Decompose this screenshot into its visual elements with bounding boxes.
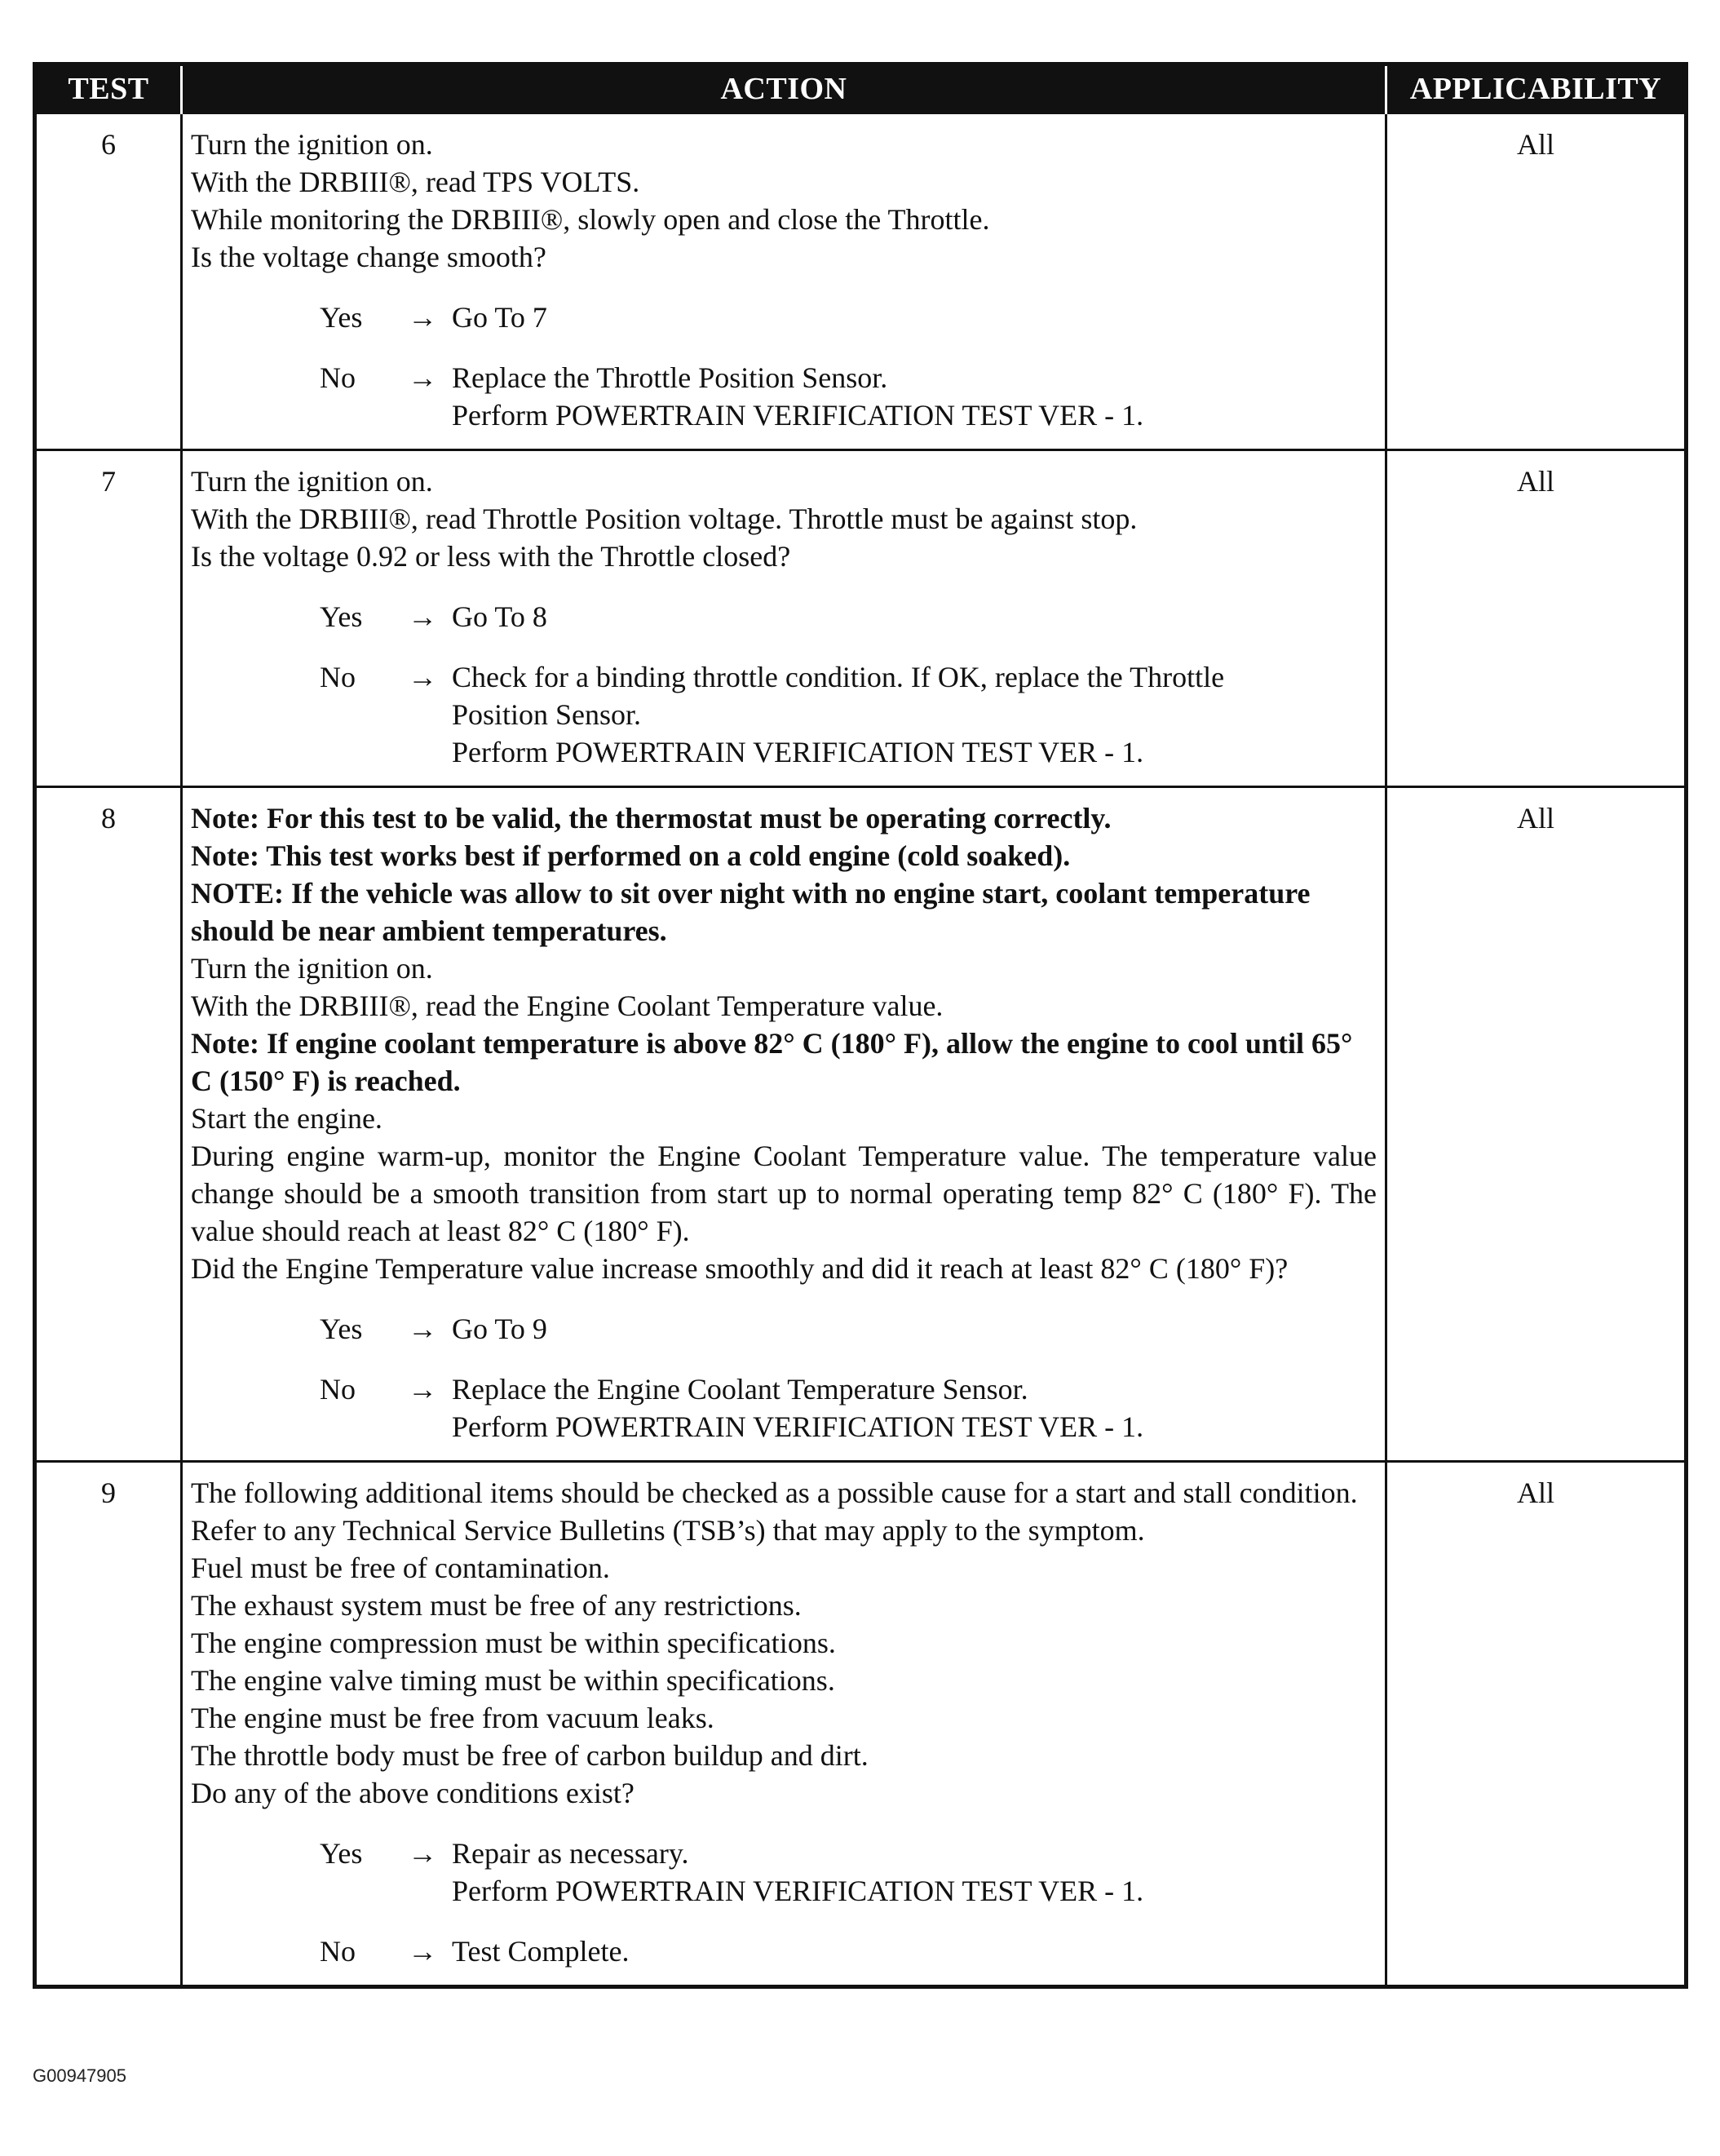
action-line: While monitoring the DRBIII®, slowly open and close the Throttle. (191, 203, 990, 236)
arrow-icon: → (408, 301, 437, 334)
no-result (452, 658, 1377, 771)
no-label: No (320, 661, 356, 693)
action-line: With the DRBIII®, read the Engine Coolant Temperature value. (191, 989, 944, 1022)
note-line: NOTE: If the vehicle was allow to sit over night with no engine start, coolant temperature should be near ambient temperatures. (191, 877, 1311, 947)
action-line: Fuel must be free of contamination. (191, 1552, 610, 1584)
header-action: ACTION (182, 64, 1386, 113)
result-line: Go To 7 (452, 301, 547, 334)
action-line: Turn the ignition on. (191, 952, 433, 985)
action-line: Turn the ignition on. (191, 465, 433, 498)
test-number: 7 (35, 450, 182, 787)
figure-code: G00947905 (33, 2065, 126, 2086)
yes-label: Yes (320, 301, 363, 334)
no-result (452, 359, 1377, 434)
no-outcome (320, 1370, 1377, 1445)
note-line: Note: If engine coolant temperature is above 82° C (180° F), allow the engine to cool until 65° C (150° F) is reached. (191, 1027, 1353, 1097)
table-row (35, 450, 1687, 787)
arrow-icon: → (408, 1373, 437, 1406)
action-line: The engine valve timing must be within specifications. (191, 1664, 835, 1697)
table-row (35, 787, 1687, 1462)
action-cell (182, 450, 1386, 787)
no-outcome (320, 359, 1377, 434)
result-line: Replace the Throttle Position Sensor. (452, 361, 888, 394)
test-number: 8 (35, 787, 182, 1462)
result-line: Repair as necessary. (452, 1837, 689, 1870)
action-line: Turn the ignition on. (191, 128, 433, 161)
yes-outcome (320, 299, 1377, 336)
yes-outcome (320, 598, 1377, 635)
header-test: TEST (35, 64, 182, 113)
action-cell (182, 1462, 1386, 1987)
applicability-cell: All (1386, 787, 1687, 1462)
yes-result (452, 598, 1377, 635)
result-line: Test Complete. (452, 1935, 630, 1968)
yes-outcome (320, 1310, 1377, 1348)
no-label: No (320, 1373, 356, 1406)
action-line: Refer to any Technical Service Bulletins (TSB’s) that may apply to the symptom. (191, 1514, 1145, 1547)
arrow-icon: → (408, 1313, 437, 1345)
action-line: The throttle body must be free of carbon buildup and dirt. (191, 1739, 869, 1772)
note-line: Note: This test works best if performed on a cold engine (cold soaked). (191, 839, 1071, 872)
no-outcome (320, 658, 1377, 771)
yes-label: Yes (320, 600, 363, 633)
yes-outcome (320, 1835, 1377, 1910)
no-label: No (320, 361, 356, 394)
result-line: Replace the Engine Coolant Temperature Sensor. (452, 1373, 1028, 1406)
table-header-row (35, 64, 1687, 113)
arrow-icon: → (408, 600, 437, 633)
arrow-icon: → (408, 361, 437, 394)
diagnostic-test-table (33, 62, 1688, 1989)
action-line: The engine must be free from vacuum leaks. (191, 1702, 714, 1734)
result-line: Perform POWERTRAIN VERIFICATION TEST VER - 1. (452, 1875, 1144, 1907)
action-line: Is the voltage 0.92 or less with the Throttle closed? (191, 540, 791, 573)
no-label: No (320, 1935, 356, 1968)
yes-label: Yes (320, 1837, 363, 1870)
result-line: Perform POWERTRAIN VERIFICATION TEST VER - 1. (452, 736, 1144, 768)
action-line: The following additional items should be checked as a possible cause for a start and stall condition. (191, 1476, 1358, 1509)
header-applicability: APPLICABILITY (1386, 64, 1687, 113)
action-cell (182, 787, 1386, 1462)
action-paragraph: During engine warm-up, monitor the Engine Coolant Temperature value. The temperature value change should be a smooth transition from start up to normal operating temp 82° C (180° F). The value should reach at least 82° C (180° F). (191, 1140, 1377, 1247)
no-result (452, 1370, 1377, 1445)
action-cell (182, 113, 1386, 450)
arrow-icon: → (408, 1837, 437, 1870)
yes-result (452, 1310, 1377, 1348)
result-line: Perform POWERTRAIN VERIFICATION TEST VER - 1. (452, 1410, 1144, 1443)
action-line: With the DRBIII®, read Throttle Position voltage. Throttle must be against stop. (191, 502, 1138, 535)
action-line: Do any of the above conditions exist? (191, 1777, 634, 1809)
table-row (35, 1462, 1687, 1987)
action-line: With the DRBIII®, read TPS VOLTS. (191, 166, 640, 198)
result-line: Check for a binding throttle condition. If OK, replace the Throttle (452, 661, 1225, 693)
result-line: Go To 8 (452, 600, 547, 633)
result-line: Perform POWERTRAIN VERIFICATION TEST VER - 1. (452, 399, 1144, 432)
yes-result (452, 299, 1377, 336)
applicability-cell: All (1386, 450, 1687, 787)
no-outcome (320, 1932, 1377, 1970)
test-number: 9 (35, 1462, 182, 1987)
yes-label: Yes (320, 1313, 363, 1345)
note-line: Note: For this test to be valid, the thermostat must be operating correctly. (191, 802, 1112, 835)
result-line: Go To 9 (452, 1313, 547, 1345)
no-result (452, 1932, 1377, 1970)
yes-result (452, 1835, 1377, 1910)
action-line: Is the voltage change smooth? (191, 241, 546, 273)
action-line: The exhaust system must be free of any restrictions. (191, 1589, 802, 1622)
applicability-cell: All (1386, 113, 1687, 450)
result-line: Position Sensor. (452, 698, 642, 731)
action-line: Did the Engine Temperature value increase smoothly and did it reach at least 82° C (180° F)? (191, 1252, 1289, 1285)
applicability-cell: All (1386, 1462, 1687, 1987)
test-number: 6 (35, 113, 182, 450)
table-row (35, 113, 1687, 450)
action-line: The engine compression must be within specifications. (191, 1627, 836, 1659)
action-line: Start the engine. (191, 1102, 382, 1135)
arrow-icon: → (408, 661, 437, 693)
arrow-icon: → (408, 1935, 437, 1968)
